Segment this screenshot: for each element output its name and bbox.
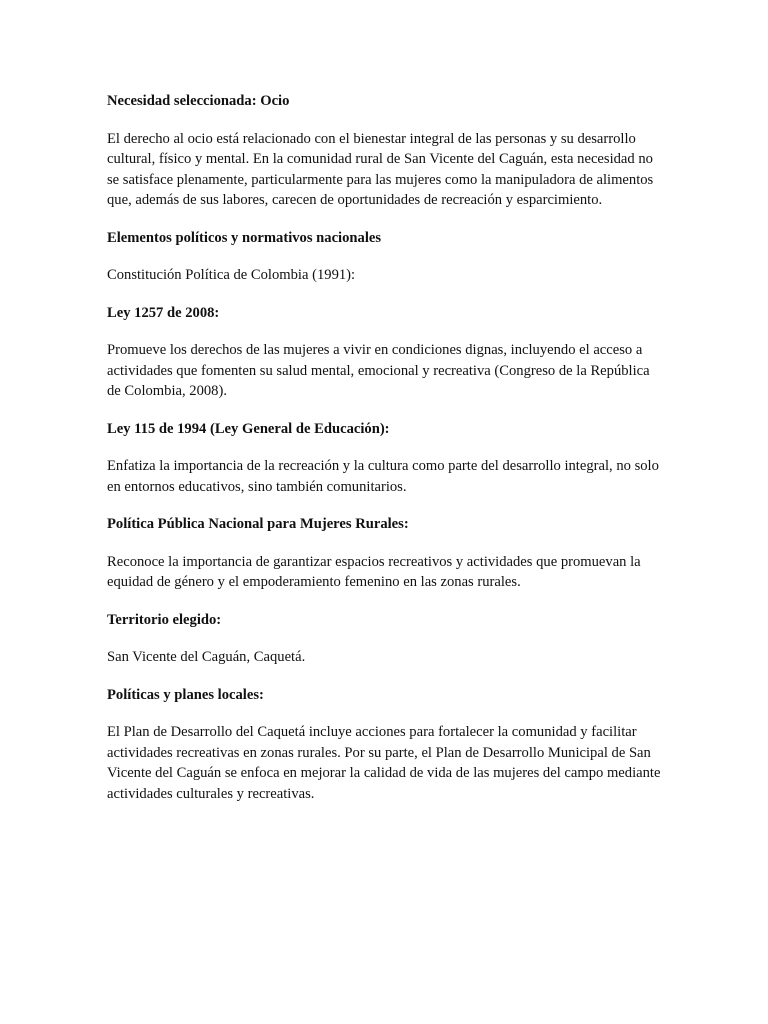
- heading-politicas-locales: Políticas y planes locales:: [107, 686, 264, 703]
- heading-territorio: Territorio elegido:: [107, 611, 222, 628]
- paragraph-politicas-locales: El Plan de Desarrollo del Caquetá incluye acciones para fortalecer la comunidad y facilitar actividades recreativas en zonas rurales. Por su parte, el Plan de Desarrollo Municipal de San Vicente del Caguán se enfoca en mejorar la calidad de vida de las mujeres del campo mediante actividades culturales y recreativas.: [107, 724, 661, 802]
- heading-necesidad: Necesidad seleccionada: Ocio: [107, 93, 290, 109]
- paragraph-ley-115: Enfatiza la importancia de la recreación y la cultura como parte del desarrollo integral, no solo en entornos educativos, sino también comunitarios.: [107, 458, 659, 495]
- paragraph-ley-1257: Promueve los derechos de las mujeres a vivir en condiciones dignas, incluyendo el acceso a actividades que fomenten su salud mental, emocional y recreativa (Congreso de la República de Colombia, 2008).: [107, 342, 650, 399]
- heading-elementos-politicos: Elementos políticos y normativos nacionales: [107, 229, 382, 246]
- heading-politica-mujeres-rurales: Política Pública Nacional para Mujeres Rurales:: [107, 516, 409, 532]
- document-page: [107, 91, 663, 821]
- paragraph-derecho-ocio: El derecho al ocio está relacionado con el bienestar integral de las personas y su desarrollo cultural, físico y mental. En la comunidad rural de San Vicente del Caguán, esta necesidad no se satisface plenamente, particularmente para las mujeres como la manipuladora de alimentos que, además de sus labores, carecen de oportunidades de recreación y esparcimiento.: [107, 130, 654, 208]
- paragraph-territorio: San Vicente del Caguán, Caquetá.: [107, 649, 306, 665]
- paragraph-constitucion: Constitución Política de Colombia (1991):: [107, 267, 356, 283]
- heading-ley-115: Ley 115 de 1994 (Ley General de Educación):: [107, 420, 390, 437]
- paragraph-politica-mujeres-rurales: Reconoce la importancia de garantizar espacios recreativos y actividades que promuevan la equidad de género y el empoderamiento femenino en las zonas rurales.: [107, 553, 641, 590]
- heading-ley-1257: Ley 1257 de 2008:: [107, 304, 220, 321]
